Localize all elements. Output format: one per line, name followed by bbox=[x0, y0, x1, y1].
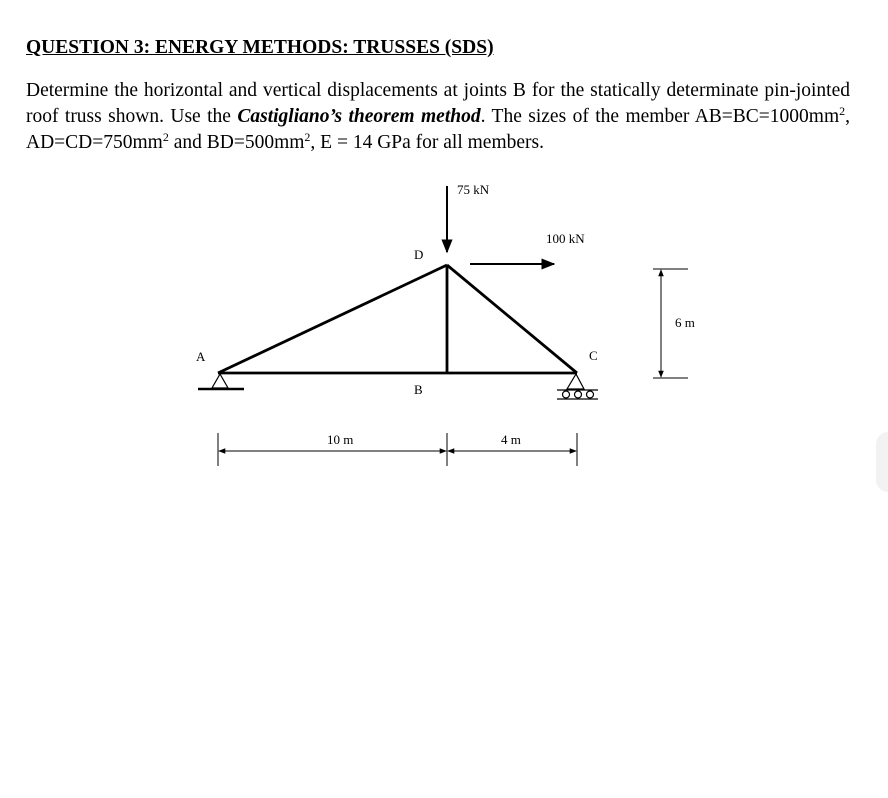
truss-members bbox=[218, 265, 577, 373]
joint-label-c: C bbox=[589, 348, 598, 363]
page-edge-shape bbox=[876, 432, 888, 492]
joint-label-a: A bbox=[196, 349, 206, 364]
joint-label-d: D bbox=[414, 247, 424, 262]
area-unit-superscript-2: 2 bbox=[162, 130, 169, 144]
body-part-5: , E = 14 GPa for all members. bbox=[310, 132, 544, 153]
roller-support-c bbox=[557, 374, 598, 399]
question-heading: QUESTION 3: ENERGY METHODS: TRUSSES (SDS) bbox=[26, 37, 494, 58]
body-part-2: . The sizes of the member AB=BC=1000mm bbox=[480, 106, 840, 127]
pin-support-a bbox=[198, 374, 244, 389]
body-part-1: Determine the horizontal and vertical displacements at joints B for the statically determinate pin-jointed roof truss shown. Use the bbox=[26, 80, 850, 127]
member-ad bbox=[218, 265, 447, 373]
horizontal-load-label: 100 kN bbox=[546, 231, 585, 246]
method-name: Castigliano’s theorem method bbox=[237, 106, 481, 127]
vertical-load-label: 75 kN bbox=[457, 182, 490, 197]
body-part-3: , AD=CD=750mm bbox=[26, 106, 850, 153]
area-unit-superscript-1: 2 bbox=[839, 104, 846, 118]
joint-label-b: B bbox=[414, 382, 423, 397]
area-unit-superscript-3: 2 bbox=[304, 130, 311, 144]
left-span-label: 10 m bbox=[327, 432, 354, 447]
height-label: 6 m bbox=[675, 315, 695, 330]
member-dc bbox=[447, 265, 577, 373]
right-span-label: 4 m bbox=[501, 432, 521, 447]
body-part-4: and BD=500mm bbox=[168, 132, 305, 153]
